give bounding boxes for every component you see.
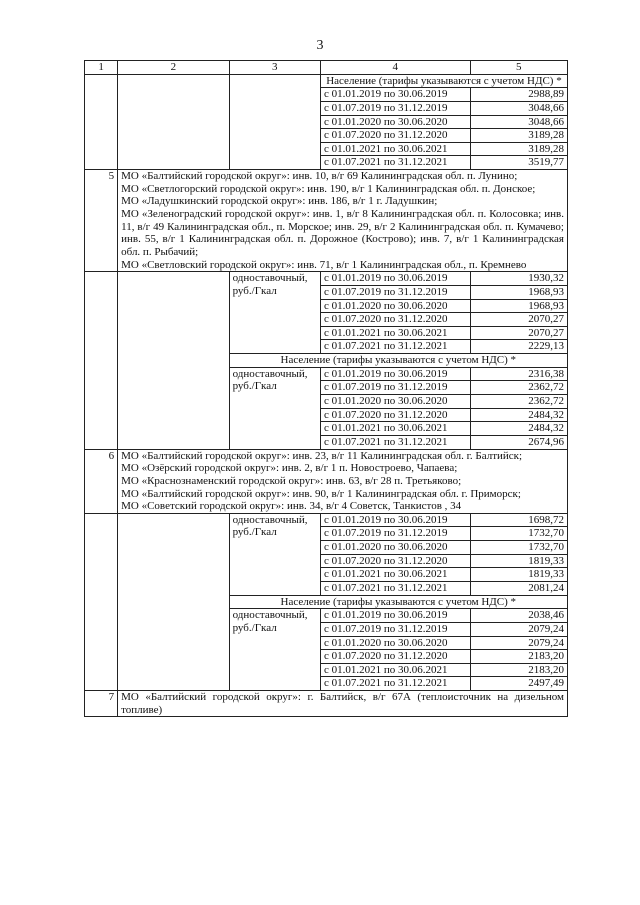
period-cell: с 01.01.2019 по 30.06.2019: [320, 513, 470, 527]
tariff-type: одноставочный, руб./Гкал: [229, 272, 320, 354]
price-cell: 1819,33: [470, 568, 567, 582]
period-cell: с 01.07.2019 по 31.12.2019: [320, 101, 470, 115]
header-cell: 4: [320, 61, 470, 75]
price-cell: 1732,70: [470, 541, 567, 555]
price-cell: 2484,32: [470, 422, 567, 436]
period-cell: с 01.01.2021 по 30.06.2021: [320, 663, 470, 677]
price-cell: 1930,32: [470, 272, 567, 286]
price-cell: 2070,27: [470, 326, 567, 340]
header-cell: 2: [118, 61, 229, 75]
price-cell: 2079,24: [470, 636, 567, 650]
period-cell: с 01.01.2019 по 30.06.2019: [320, 367, 470, 381]
period-cell: с 01.01.2020 по 30.06.2020: [320, 636, 470, 650]
period-cell: с 01.07.2019 по 31.12.2019: [320, 285, 470, 299]
price-cell: 1968,93: [470, 285, 567, 299]
price-cell: 1732,70: [470, 527, 567, 541]
period-cell: с 01.07.2021 по 31.12.2021: [320, 156, 470, 170]
price-cell: 3048,66: [470, 101, 567, 115]
cell-empty: [85, 272, 118, 449]
description-line: МО «Светлогорский городской округ»: инв. 190, в/г 1 Калининградская обл. п. Донское;: [121, 182, 536, 195]
organization-description: [118, 449, 568, 513]
tariff-table: [84, 60, 568, 717]
header-cell: 1: [85, 61, 118, 75]
header-cell: 5: [470, 61, 567, 75]
price-cell: 3519,77: [470, 156, 567, 170]
description-line: МО «Балтийский городской округ»: инв. 10, в/г 69 Калининградская обл. п. Лунино;: [121, 170, 518, 183]
period-cell: с 01.07.2020 по 31.12.2020: [320, 650, 470, 664]
tariff-type: одноставочный, руб./Гкал: [229, 609, 320, 691]
price-cell: 2362,72: [470, 395, 567, 409]
period-cell: с 01.01.2021 по 30.06.2021: [320, 422, 470, 436]
table-row: [85, 272, 568, 286]
population-label: Население (тарифы указываются с учетом НДС) *: [320, 74, 567, 88]
row-number: 5: [85, 170, 118, 272]
description-line: МО «Краснознаменский городской округ»: инв. 63, в/г 28 п. Третьяково;: [121, 474, 462, 487]
price-cell: 3189,28: [470, 142, 567, 156]
period-cell: с 01.07.2020 по 31.12.2020: [320, 313, 470, 327]
price-cell: 2229,13: [470, 340, 567, 354]
organization-description: [118, 170, 568, 272]
cell-empty: [229, 74, 320, 169]
row-number: 7: [85, 691, 118, 717]
price-cell: 2497,49: [470, 677, 567, 691]
organization-description: МО «Балтийский городской округ»: г. Балтийск, в/г 67А (теплоисточник на дизельном топливе): [118, 691, 568, 717]
population-label: Население (тарифы указываются с учетом НДС) *: [229, 354, 567, 368]
period-cell: с 01.07.2019 по 31.12.2019: [320, 381, 470, 395]
period-cell: с 01.01.2020 по 30.06.2020: [320, 299, 470, 313]
period-cell: с 01.01.2020 по 30.06.2020: [320, 541, 470, 555]
tariff-type: одноставочный, руб./Гкал: [229, 367, 320, 449]
price-cell: 2988,89: [470, 88, 567, 102]
period-cell: с 01.07.2021 по 31.12.2021: [320, 581, 470, 595]
table-row: [85, 691, 568, 717]
cell-empty: [118, 74, 229, 169]
period-cell: с 01.01.2019 по 30.06.2019: [320, 88, 470, 102]
population-label: Население (тарифы указываются с учетом НДС) *: [229, 595, 567, 609]
price-cell: 2484,32: [470, 408, 567, 422]
page-number: 3: [316, 38, 324, 53]
price-cell: 2674,96: [470, 435, 567, 449]
price-cell: 1968,93: [470, 299, 567, 313]
period-cell: с 01.07.2020 по 31.12.2020: [320, 408, 470, 422]
description-line: МО «Советский городской округ»: инв. 34, в/г 4 Советск, Танкистов , 34: [121, 500, 462, 513]
table-row: [85, 170, 568, 272]
description-line: МО «Балтийский городской округ»: инв. 23, в/г 11 Калининградская обл. г. Балтийск;: [121, 449, 523, 462]
period-cell: с 01.07.2019 по 31.12.2019: [320, 527, 470, 541]
tariff-type: одноставочный, руб./Гкал: [229, 513, 320, 595]
period-cell: с 01.07.2021 по 31.12.2021: [320, 435, 470, 449]
price-cell: 2183,20: [470, 663, 567, 677]
period-cell: с 01.07.2020 по 31.12.2020: [320, 129, 470, 143]
period-cell: с 01.07.2021 по 31.12.2021: [320, 340, 470, 354]
description-line: МО «Балтийский городской округ»: инв. 90, в/г 1 Калининградская обл. г. Приморск;: [121, 487, 521, 500]
description-line: МО «Светловский городской округ»: инв. 71, в/г 1 Калининградская обл., п. Кремнево: [121, 258, 527, 271]
price-cell: 2081,24: [470, 581, 567, 595]
table-row: [85, 449, 568, 513]
price-cell: 2070,27: [470, 313, 567, 327]
header-cell: 3: [229, 61, 320, 75]
period-cell: с 01.01.2019 по 30.06.2019: [320, 609, 470, 623]
cell-empty: [118, 272, 229, 449]
row-number: 6: [85, 449, 118, 513]
period-cell: с 01.01.2021 по 30.06.2021: [320, 568, 470, 582]
period-cell: с 01.01.2021 по 30.06.2021: [320, 142, 470, 156]
period-cell: с 01.01.2020 по 30.06.2020: [320, 115, 470, 129]
period-cell: с 01.01.2019 по 30.06.2019: [320, 272, 470, 286]
price-cell: 1698,72: [470, 513, 567, 527]
description-line: МО «Зеленоградский городской округ»: инв. 1, в/г 8 Калининградская обл. п. Колосовка; инв. 11, в/г 49 Калининградская обл., п. Морское; инв. 29, в/г 2 Калининградская обл. п. Кумачево; инв. 55, в/г 1 Калининградская обл. п. Дорожное (Кострово); инв. 7, в/г 1 Калининградская обл. п. Рыбачий;: [121, 208, 564, 258]
cell-empty: [85, 74, 118, 169]
description-line: МО «Озёрский городской округ»: инв. 2, в/г 1 п. Новостроево, Чапаева;: [121, 462, 458, 475]
price-cell: 2038,46: [470, 609, 567, 623]
price-cell: 2362,72: [470, 381, 567, 395]
table-row: [85, 74, 568, 88]
period-cell: с 01.07.2020 по 31.12.2020: [320, 554, 470, 568]
price-cell: 3048,66: [470, 115, 567, 129]
period-cell: с 01.07.2019 по 31.12.2019: [320, 622, 470, 636]
table-row: [85, 513, 568, 527]
cell-empty: [118, 513, 229, 690]
period-cell: с 01.01.2020 по 30.06.2020: [320, 395, 470, 409]
price-cell: 3189,28: [470, 129, 567, 143]
period-cell: с 01.01.2021 по 30.06.2021: [320, 326, 470, 340]
period-cell: с 01.07.2021 по 31.12.2021: [320, 677, 470, 691]
price-cell: 2183,20: [470, 650, 567, 664]
price-cell: 1819,33: [470, 554, 567, 568]
header-row: [85, 61, 568, 75]
cell-empty: [85, 513, 118, 690]
price-cell: 2316,38: [470, 367, 567, 381]
description-line: МО «Ладушкинский городской округ»: инв. 186, в/г 1 г. Ладушкин;: [121, 195, 438, 208]
price-cell: 2079,24: [470, 622, 567, 636]
